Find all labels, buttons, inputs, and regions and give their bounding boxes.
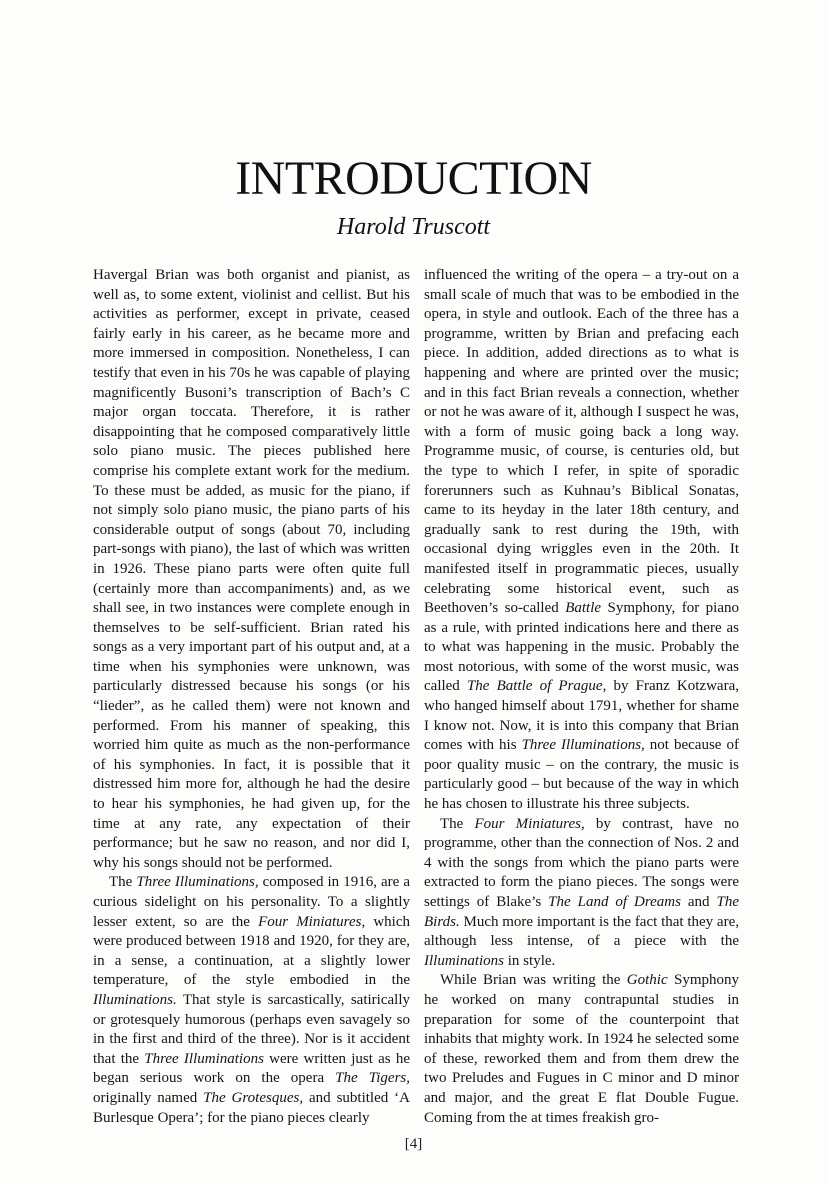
page-title: INTRODUCTION — [235, 152, 592, 205]
paragraph: The Three Illuminations, composed in 1916, are a curious sidelight on his personality. To a slightly lesser extent, so are the Four Miniatures, which were produced between 1918 and 1920, for they are, in a sense, a continuation, at a slightly lower temperature, of the style embodied in the Illuminations. That style is sarcastically, satirically or grotesquely humorous (perhaps even savagely so in the first and third of the three). Nor is it accident that the Three Illuminations were written just as he began serious work on the opera The Tigers, originally named The Grotesques, and subtitled ‘A Burlesque Opera’; for the piano pieces clearly — [93, 874, 411, 1126]
page-number: [4] — [404, 1136, 423, 1152]
paragraph: While Brian was writing the Gothic Symphony he worked on many contrapuntal studies in preparation for some of the counterpoint that inhabits that mighty work. In 1924 he selected some of these, reworked them and from them drew the two Preludes and Fugues in C minor and D minor and major, and the great E flat Double Fugue. Coming from the at times freakish gro- — [424, 972, 739, 1126]
paragraph: Havergal Brian was both organist and pianist, as well as, to some extent, violinist and cellist. But his activities as performer, except in private, ceased fairly early in his career, as he became more and more immersed in composition. Nonetheless, I can testify that even in his 70s he was capable of playing magnificently Busoni’s transcription of Bach’s C major organ toccata. Therefore, it is rather disappointing that he composed comparatively little solo piano music. The pieces published here comprise his complete extant work for the medium. To these must be added, as music for the piano, if not simply solo piano music, the piano parts of his considerable output of songs (about 70, including part-songs with piano), the last of which was written in 1926. These piano parts were often quite full (certainly more than accompaniments) and, as we shall see, in two instances were complete enough in themselves to be self-sufficient. Brian rated his songs as a very important part of his output and, at a time when his symphonies were unknown, was particularly distressed because his songs (or his “lieder”, as he called them) were not known and performed. From his manner of speaking, this worried him quite as much as the non-performance of his symphonies. In fact, it is possible that it distressed him more for, although he had the desire to hear his symphonies, he had given up, for the time at any rate, any expectation of their performance; but he saw no reason, and nor did I, why his songs should not be performed. — [93, 267, 410, 871]
right-column — [424, 266, 739, 1128]
paragraph: influenced the writing of the opera – a try-out on a small scale of much that was to be embodied in the opera, in style and outlook. Each of the three has a programme, written by Brian and prefacing each piece. In addition, added directions as to what is happening and where are printed over the music; and in this fact Brian reveals a connection, whether or not he was aware of it, although I suspect he was, with a form of music going back a long way. Programme music, of course, is centuries old, but the type to which I refer, in spite of sporadic forerunners such as Kuhnau’s Biblical Sonatas, came to its heyday in the later 18th century, and gradually sank to rest during the 19th, with occasional dying wriggles even in the 20th. It manifested itself in programmatic pieces, usually celebrating some historical event, such as Beethoven’s so-called Battle Symphony, for piano as a rule, with printed indications here and there as to what was happening in the music. Probably the most notorious, with some of the worst music, was called The Battle of Prague, by Franz Kotzwara, who hanged himself about 1791, whether for shame I know not. Now, it is into this company that Brian comes with his Three Illuminations, not because of poor quality music – on the contrary, the music is particularly good – but because of the way in which he has chosen to illustrate his three subjects. — [424, 267, 739, 813]
author-name: Harold Truscott — [336, 214, 491, 240]
paragraph: The Four Miniatures, by contrast, have no programme, other than the connection of Nos. 2 and 4 with the songs from which the piano parts were extracted to form the piano pieces. The songs were settings of Blake’s The Land of Dreams and The Birds. Much more important is the fact that they are, although less intense, of a piece with the Illuminations in style. — [424, 815, 739, 969]
left-column — [93, 266, 410, 1128]
